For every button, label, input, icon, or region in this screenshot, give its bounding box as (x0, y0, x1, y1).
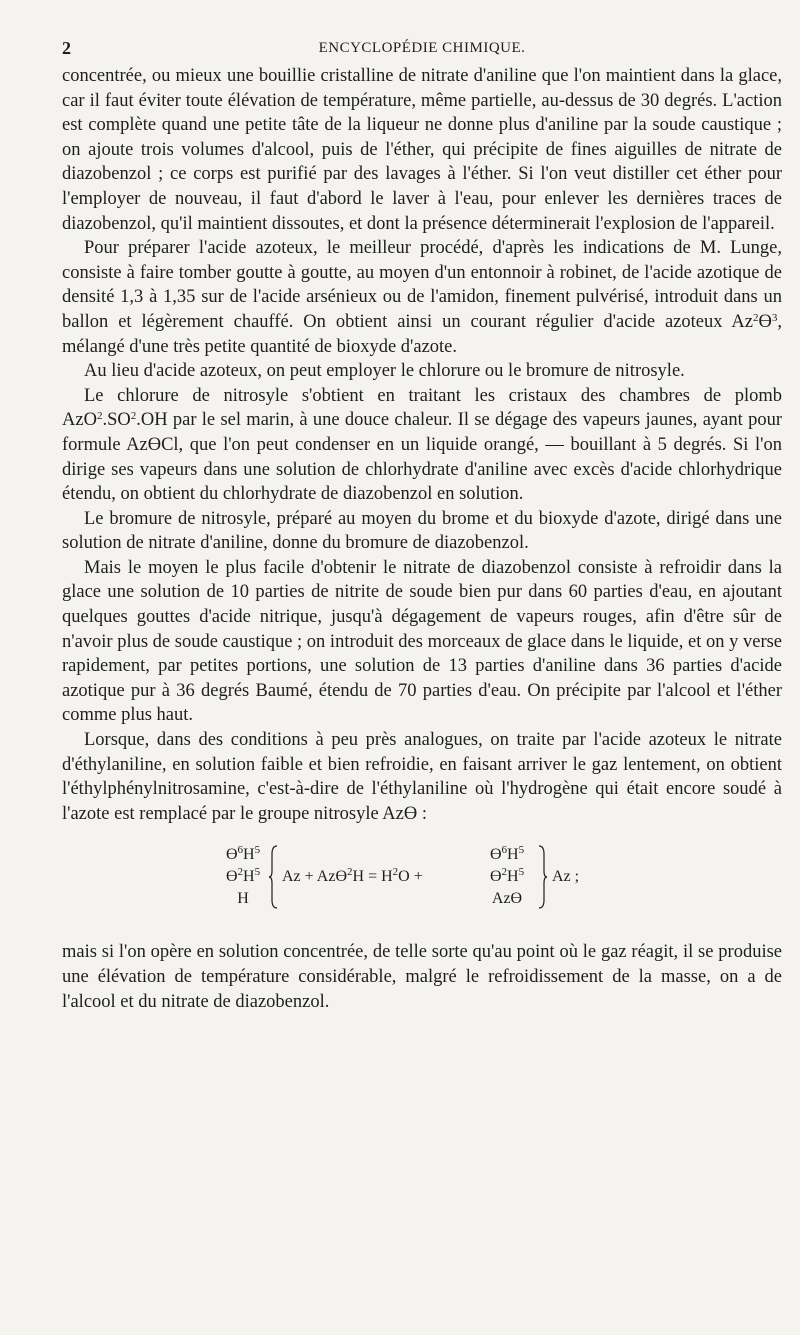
running-title: ENCYCLOPÉDIE CHIMIQUE. (318, 40, 526, 56)
page-header (62, 34, 782, 64)
paragraph: Mais le moyen le plus facile d'obtenir le nitrate de diazobenzol consiste à refroidir dans la glace une solution de 10 parties de nitrite de soude bien pur dans 60 parties d'eau, en ajoutant quelques gouttes d'acide nitrique, jusqu'à dégagement de vapeurs rouges, afin d'être sûr de n'avoir plus de soude caustique ; on introduit des morceaux de glace dans le liquide, et on y verse rapidement, par petites portions, une solution de 13 parties d'aniline dans 36 parties d'acide azotique pur à 36 degrés Baumé, étendu de 70 parties d'eau. On précipite par l'alcool et l'éther comme plus haut. (62, 557, 783, 726)
formula-left-group: $Ɵ^2H^5$ (225, 866, 261, 886)
formula-right-group: AzƟ (491, 890, 523, 908)
page-number: 2 (62, 38, 72, 58)
formula-left-group: H (237, 890, 249, 908)
paragraph: Le chlorure de nitrosyle s'obtient en traitant les cristaux des chambres de plomb $AzO^2.SO^2.OH$ par le sel marin, à une douce chaleur. Il se dégage des vapeurs jaunes, ayant pour formule AzƟCl, que l'on peut condenser en un liquide orangé, — bouillant à 5 degrés. Si l'on dirige ses vapeurs dans une solution de chlorhydrate d'aniline avec excès d'acide chlorhydrique étendu, on obtient du chlorhydrate de diazobenzol en solution. (62, 385, 782, 505)
formula-middle: Az + AzƟ$^2$H = $H^2O$ + (282, 866, 423, 886)
formula-left-group: $Ɵ^6H^5$ (225, 844, 261, 864)
formula-left-groups (218, 844, 268, 910)
paragraph: Lorsque, dans des conditions à peu près analogues, on traite par l'acide azoteux le nitrate d'éthylaniline, en solution faible et bien refroidie, en faisant arriver le gaz lentement, on obtient l'éthylphénylnitrosamine, c'est-à-dire de l'éthylaniline où l'hydrogène qui était encore soudé à l'azote est remplacé par le groupe nitrosyle AzƟ : (62, 730, 782, 824)
paragraph: Au lieu d'acide azoteux, on peut employer le chlorure ou le bromure de nitrosyle. (84, 361, 685, 382)
formula-left-brace (269, 844, 279, 915)
formula-right-group: $Ɵ^2H^5$ (489, 866, 525, 886)
formula-tail: Az ; (552, 868, 580, 886)
chemical-equation (62, 840, 782, 922)
formula-right-group: $Ɵ^6H^5$ (489, 844, 525, 864)
body-text (62, 64, 782, 1014)
paragraph: concentrée, ou mieux une bouillie cristalline de nitrate d'aniline que l'on maintient dans la glace, car il faut éviter toute élévation de température, même partielle, au-dessus de 30 degrés. L'action est complète quand une petite tâte de la liqueur ne donne plus d'aniline par la soude caustique ; on ajoute trois volumes d'alcool, puis de l'éther, qui précipite de fines aiguilles de nitrate de diazobenzol ; ce corps est purifié par des lavages à l'éther. Si l'on veut distiller cet éther pour l'employer de nouveau, il faut d'abord le laver à l'eau, pour enlever les dernières traces de diazobenzol, qu'il maintient dissoutes, et dont la présence déterminerait l'explosion de l'appareil. (62, 66, 782, 234)
document-page (62, 34, 782, 1014)
paragraph: mais si l'on opère en solution concentrée, de telle sorte qu'au point où le gaz réagit, il se produise une élévation de température considérable, malgré le refroidissement de la masse, on a de l'alcool et du nitrate de diazobenzol. (62, 942, 782, 1012)
formula-right-brace (538, 844, 548, 915)
paragraph: Le bromure de nitrosyle, préparé au moyen du brome et du bioxyde d'azote, dirigé dans une solution de nitrate d'aniline, donne du bromure de diazobenzol. (62, 508, 782, 554)
formula-right-groups (478, 844, 536, 910)
paragraph: Pour préparer l'acide azoteux, le meilleur procédé, d'après les indications de M. Lunge, consiste à faire tomber goutte à goutte, au moyen d'un entonnoir à robinet, de l'acide azotique de densité 1,3 à 1,35 sur de l'acide arsénieux ou de l'amidon, finement pulvérisé, introduit dans un ballon et légèrement chauffé. On obtient ainsi un courant régulier d'acide azoteux $Az^2Ɵ^3$, mélangé d'une très petite quantité de bioxyde d'azote. (62, 238, 782, 357)
